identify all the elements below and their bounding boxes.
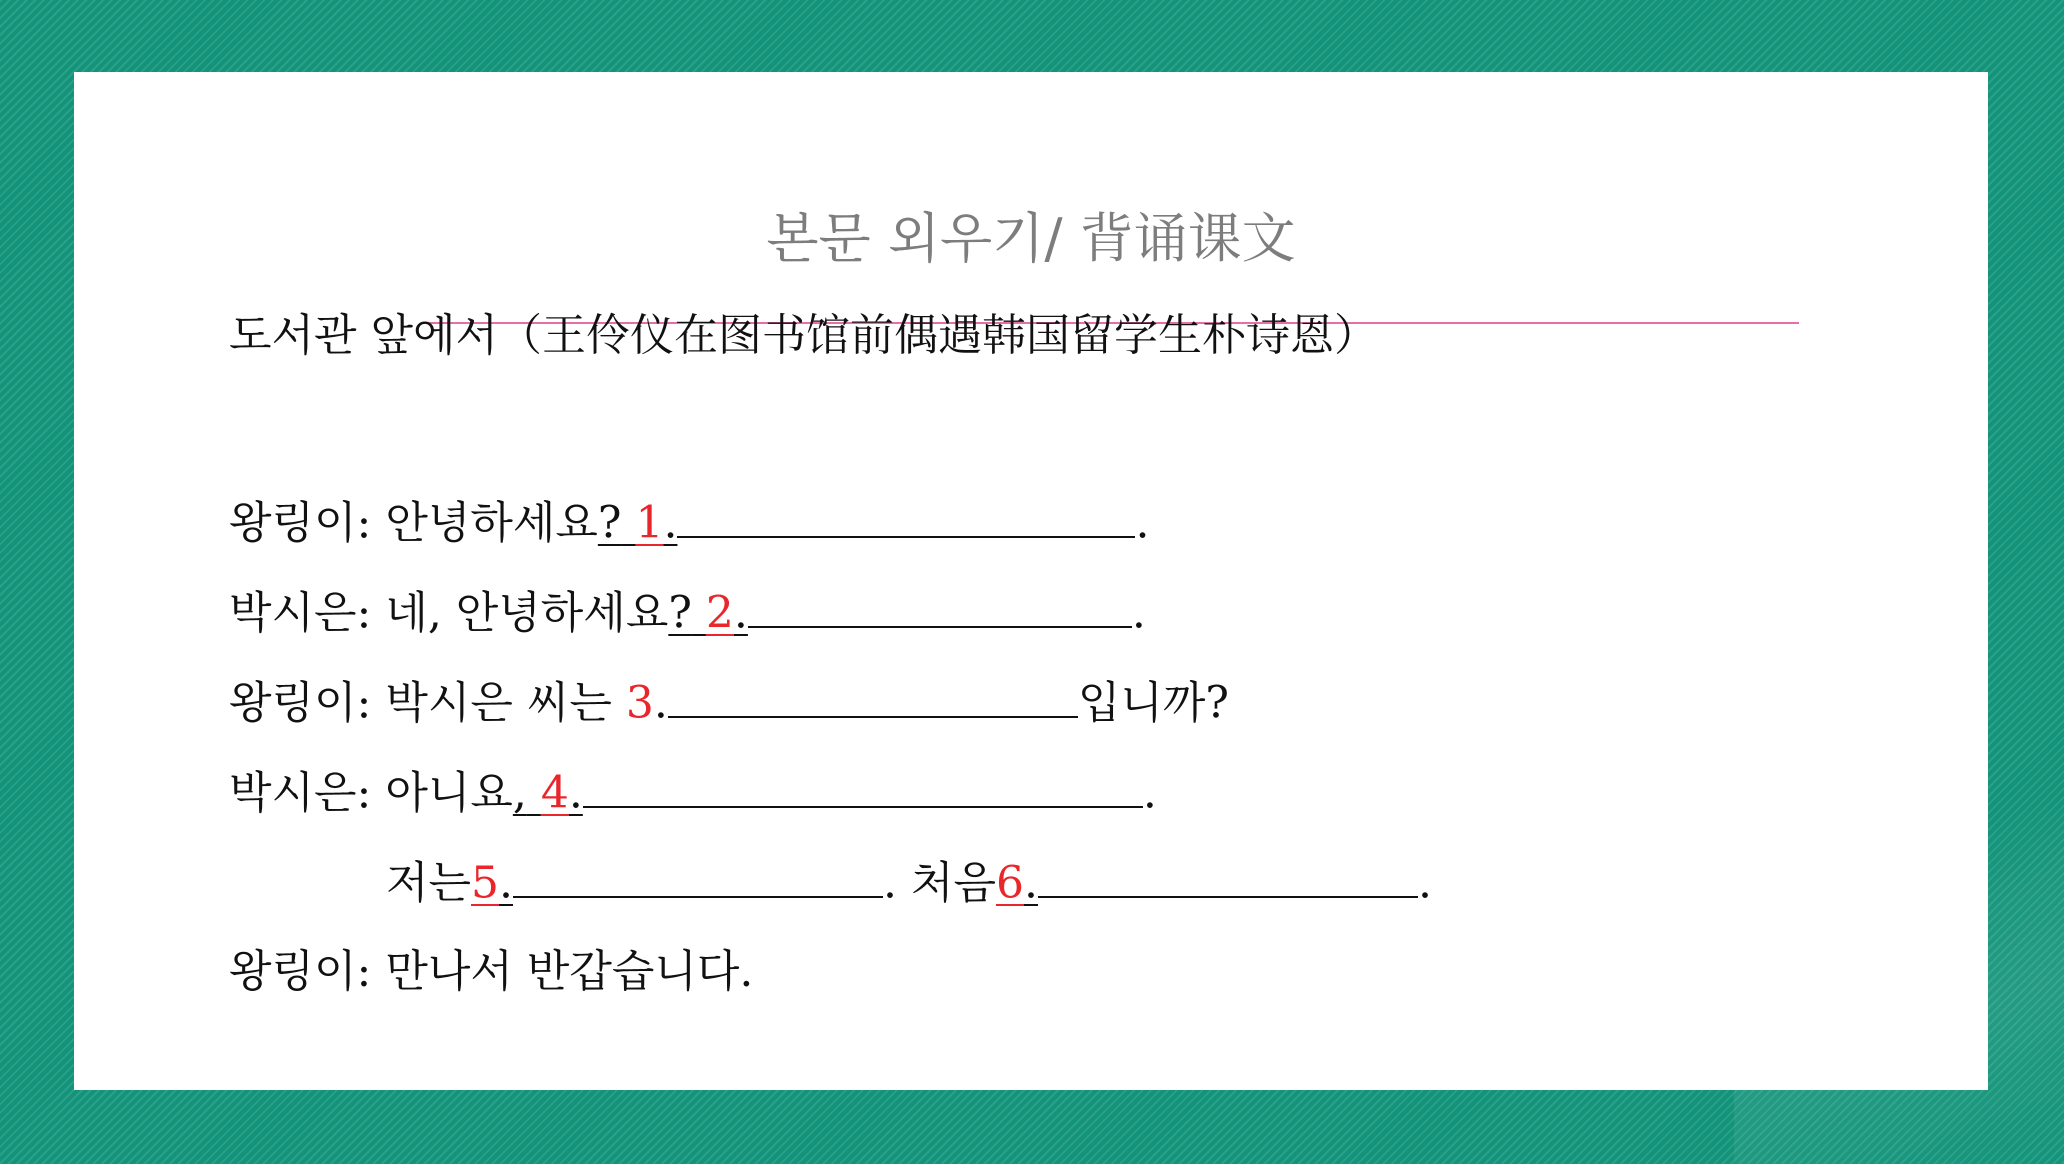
blank-number-6: 6 <box>996 857 1024 909</box>
dialogue-line-2: 박시은: 네, 안녕하세요? 2. . <box>229 587 1146 639</box>
line-mid: . 처음 <box>883 857 996 909</box>
dialogue-line-4: 박시은: 아니요, 4. . <box>229 767 1157 819</box>
line-punct: ? <box>597 497 622 549</box>
dialogue-heading: 도서관 앞에서（王伶仪在图书馆前偶遇韩国留学生朴诗恩） <box>229 310 1379 361</box>
line-text: 왕링이: 안녕하세요 <box>229 497 598 549</box>
slide-title: 본문 외우기/ 背诵课文 <box>766 207 1296 270</box>
answer-blank-4[interactable] <box>583 766 1143 808</box>
answer-blank-2[interactable] <box>748 586 1132 628</box>
line-text: 왕링이: 박시은 씨는 <box>229 677 626 729</box>
line-punct: ? <box>668 587 692 639</box>
blank-number-5: 5 <box>471 857 500 909</box>
blank-number-4: 4 <box>540 767 569 819</box>
answer-blank-1[interactable] <box>677 496 1135 538</box>
slide-panel <box>74 72 1988 1090</box>
dialogue-line-3: 왕링이: 박시은 씨는 3. 입니까? <box>229 677 1229 729</box>
answer-blank-6[interactable] <box>1038 856 1418 898</box>
answer-blank-5[interactable] <box>513 856 883 898</box>
dialogue-line-5: 저는5. . 처음6. . <box>386 857 1432 909</box>
line-punct: , <box>512 767 527 819</box>
blank-number-2: 2 <box>705 587 734 639</box>
line-text: 저는 <box>386 857 472 909</box>
line-text: 박시은: 아니요 <box>229 767 513 819</box>
dialogue-line-6: 왕링이: 만나서 반갑습니다. <box>229 946 754 997</box>
line-text: 박시은: 네, 안녕하세요 <box>229 587 669 639</box>
dialogue-line-1: 왕링이: 안녕하세요? 1. . <box>229 497 1150 549</box>
blank-number-3: 3 <box>625 677 654 729</box>
blank-number-1: 1 <box>635 497 664 549</box>
line-suffix: 입니까? <box>1077 677 1229 729</box>
answer-blank-3[interactable] <box>668 676 1078 718</box>
